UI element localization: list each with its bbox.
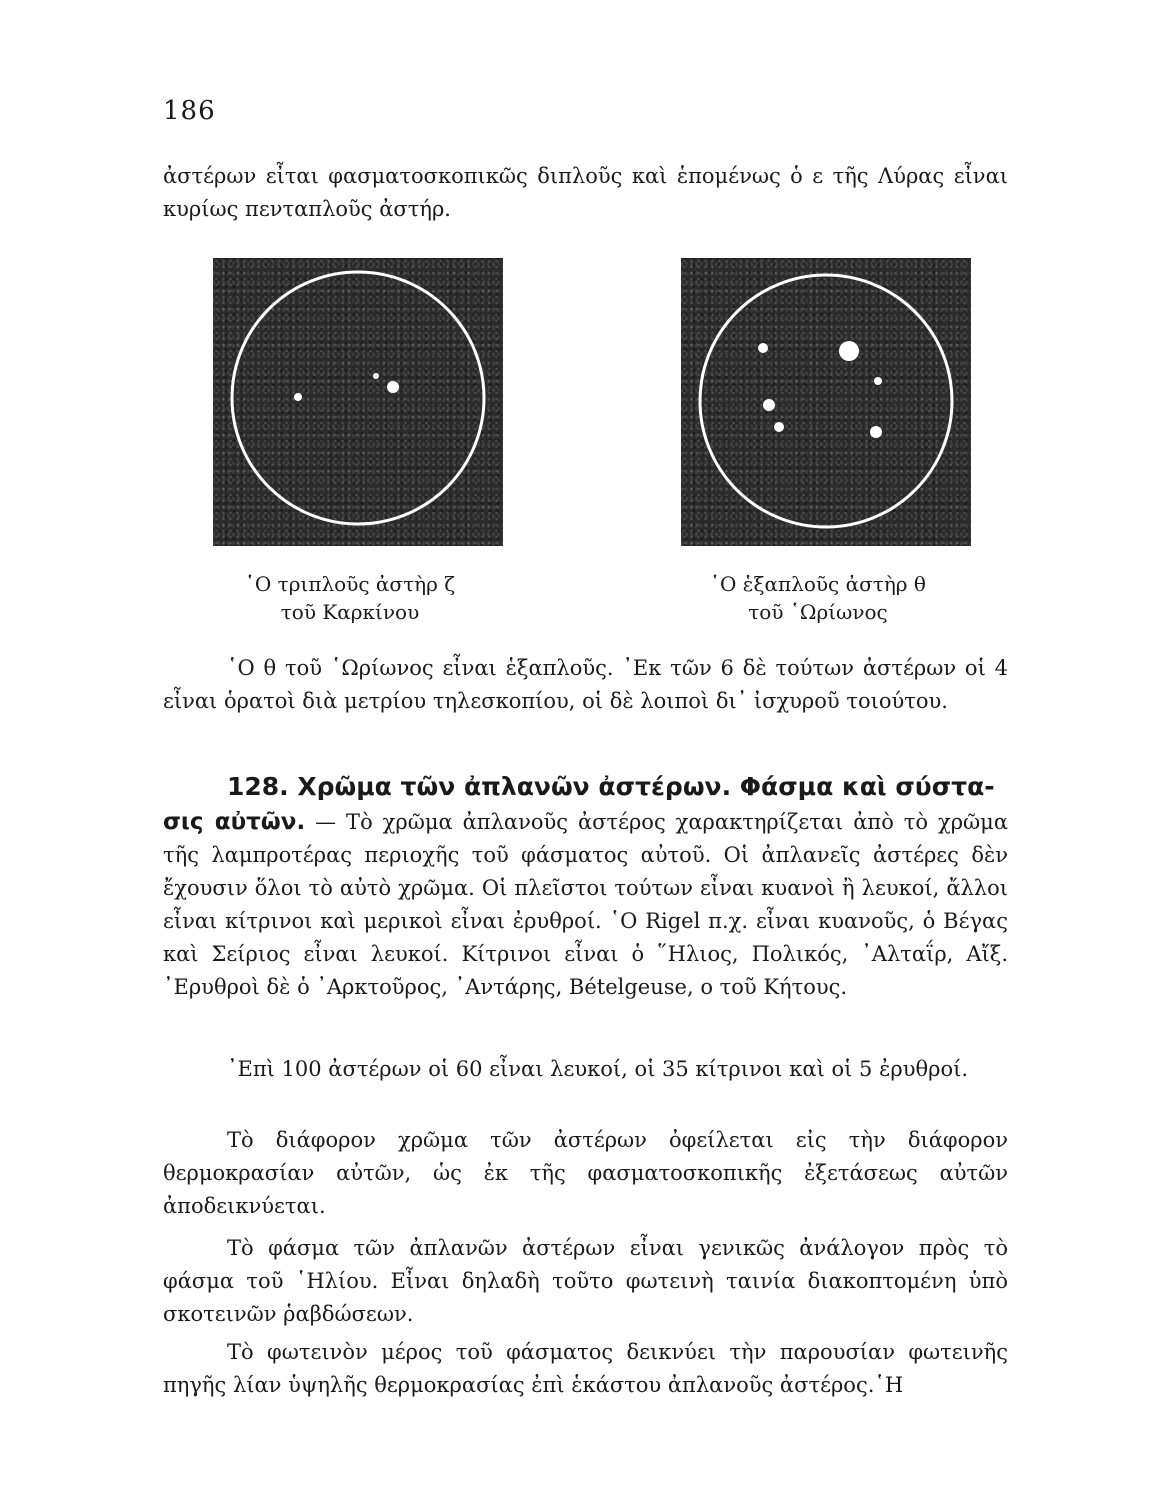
star-dot (758, 343, 768, 353)
page-number: 186 (163, 96, 216, 126)
intro-paragraph: ἀστέρων εἶται φασματοσκοπικῶς διπλοῦς καὶ ἑπομένως ὁ ε τῆς Λύρας εἶναι κυρίως πενταπλοῦς ἀστήρ. (163, 164, 1008, 221)
temperature-paragraph: Τὸ διάφορον χρῶμα τῶν ἀστέρων ὀφείλεται εἰς τὴν διάφορον θερμοκρασίαν αὐτῶν, ὡς ἐκ τῆς φασματοσκοπικῆς ἐξετάσεως αὐτῶν ἀποδεικνύεται. (163, 1128, 1008, 1218)
bright-part-paragraph: Τὸ φωτεινὸν μέρος τοῦ φάσματος δεικνύει τὴν παρουσίαν φωτεινῆς πηγῆς λίαν ὑψηλῆς θερμοκρασίας ἐπὶ ἑκάστου ἀπλανοῦς ἀστέρος.῾Η (163, 1340, 1008, 1397)
figure-caption-orion (668, 570, 968, 626)
figure-triple-star-plate (213, 258, 503, 546)
star-dot (294, 393, 302, 401)
section-body-text: — Τὸ χρῶμα ἀπλανοῦς ἀστέρος χαρακτηρίζεται ἀπὸ τὸ χρῶμα τῆς λαμπροτέρας περιοχῆς τοῦ φάσματος αὐτοῦ. Οἱ ἀπλανεῖς ἀστέρες δὲν ἔχουσιν ὅλοι τὸ αὐτὸ χρῶμα. Οἱ πλεῖστοι τούτων εἶναι κυανοὶ ἢ λευκοί, ἄλλοι εἶναι κίτρινοι καὶ μερικοὶ εἶναι ἐρυθροί. ῾Ο Rigel π.χ. εἶναι κυανοῦς, ὁ Βέγας καὶ Σείριος εἶναι λευκοί. Κίτρινοι εἶναι ὁ ῞Ηλιος, Πολικός, ᾿Αλταΐρ, Αἴξ. ᾿Ερυθροὶ δὲ ὁ ᾿Αρκτοῦρος, ᾿Αντάρης, Bételgeuse, ο τοῦ Κήτους. (163, 810, 1009, 999)
spectrum-paragraph: Τὸ φάσμα τῶν ἀπλανῶν ἀστέρων εἶναι γενικῶς ἀνάλογον πρὸς τὸ φάσμα τοῦ ῾Ηλίου. Εἶναι δηλαδὴ τοῦτο φωτεινὴ ταινία διακοπτομένη ὑπὸ σκοτεινῶν ῥαβδώσεων. (163, 1236, 1008, 1326)
caption-line: τοῦ ῾Ωρίωνος (748, 600, 888, 624)
orion-paragraph: ῾Ο θ τοῦ ῾Ωρίωνος εἶναι ἑξαπλοῦς. ᾿Εκ τῶν 6 δὲ τούτων ἀστέρων οἱ 4 εἶναι ὁρατοὶ διὰ μετρίου τηλεσκοπίου, οἱ δὲ λοιποὶ δι᾿ ἰσχυροῦ τοιούτου. (163, 656, 1008, 713)
hundred-stars-paragraph: ᾿Επὶ 100 ἀστέρων οἱ 60 εἶναι λευκοί, οἱ 35 κίτρινοι καὶ οἱ 5 ἐρυθροί. (227, 1057, 968, 1081)
section-heading: 128. Χρῶμα τῶν ἀπλανῶν ἀστέρων. Φάσμα καὶ σύστα- (227, 772, 995, 801)
star-dot (763, 399, 775, 411)
star-dot (874, 377, 882, 385)
triple-star-diagram (213, 258, 503, 546)
caption-line: ῾Ο τριπλοῦς ἀστὴρ ζ (244, 572, 456, 596)
caption-line: ῾Ο ἑξαπλοῦς ἀστὴρ θ (710, 572, 926, 596)
caption-line: τοῦ Καρκίνου (280, 600, 420, 624)
section-body-paragraph (163, 806, 1008, 1004)
telescope-field-circle (232, 272, 484, 524)
star-dot (774, 422, 784, 432)
sextuple-star-diagram (681, 258, 971, 546)
star-dot (839, 341, 859, 361)
star-dot (373, 373, 379, 379)
section-heading-continuation: σις αὐτῶν. (163, 809, 306, 835)
star-dot (870, 426, 882, 438)
figure-sextuple-star-plate (681, 258, 971, 546)
star-dot (387, 381, 399, 393)
telescope-field-circle (700, 275, 952, 527)
figure-caption-cancer (200, 570, 500, 626)
